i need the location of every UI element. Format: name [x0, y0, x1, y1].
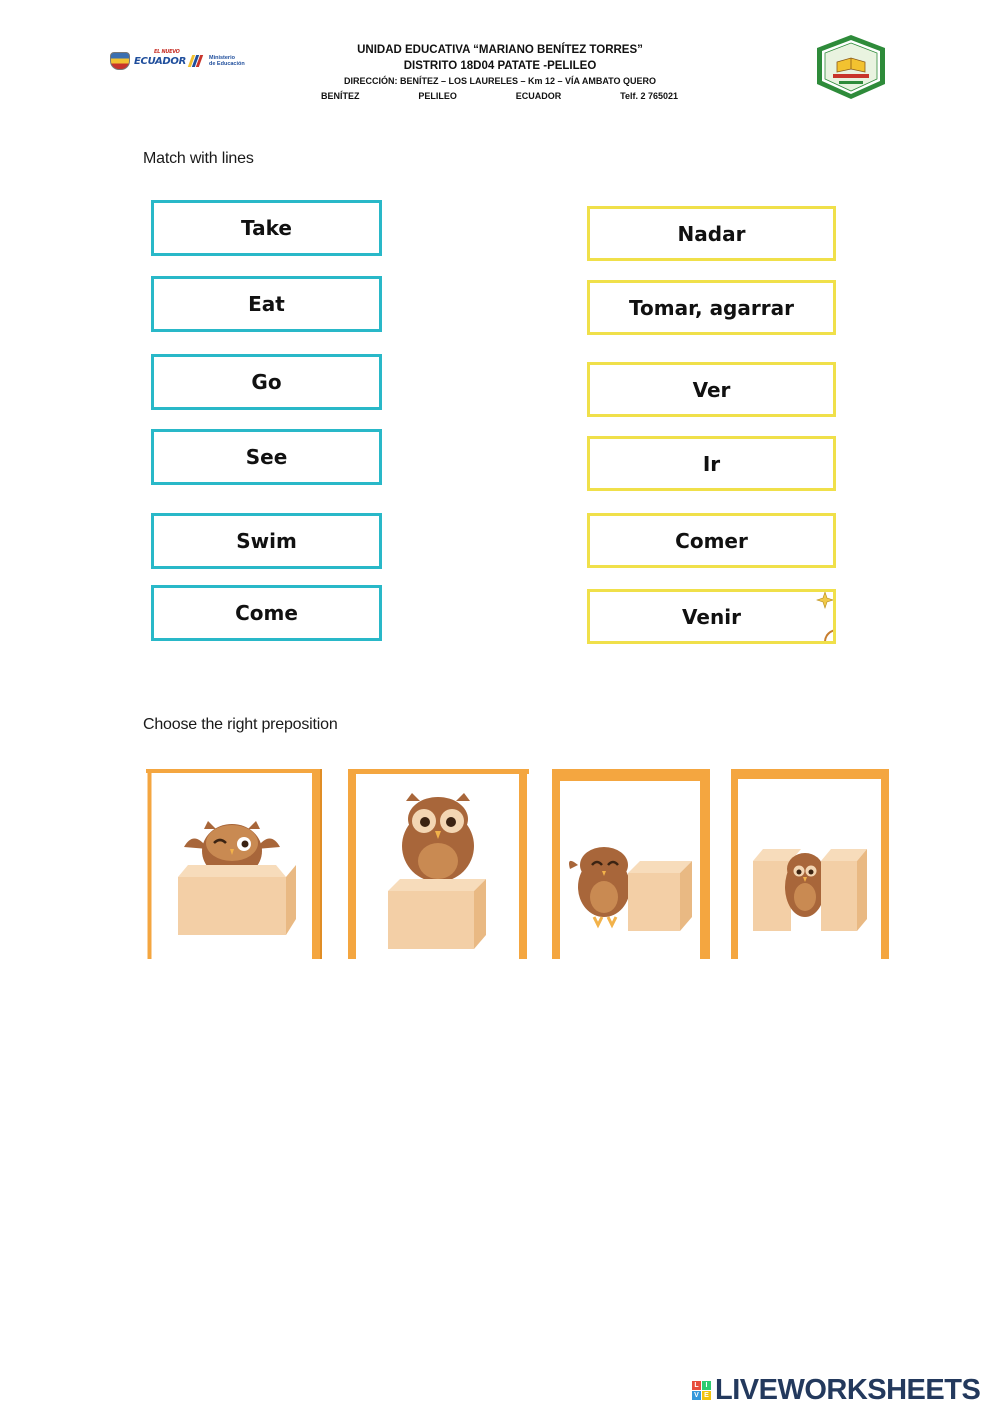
ecuador-crest-icon — [110, 52, 130, 70]
owl-in-box-picture — [146, 769, 322, 959]
owl-between-boxes-picture — [731, 769, 889, 959]
english-word-swim[interactable]: Swim — [151, 513, 382, 569]
sparkle-icon — [815, 590, 835, 644]
spanish-word-comer[interactable]: Comer — [587, 513, 836, 568]
spanish-word-nadar[interactable]: Nadar — [587, 206, 836, 261]
liveworksheets-logo — [692, 1374, 980, 1406]
english-word-take[interactable]: Take — [151, 200, 382, 256]
preposition-section-title: Choose the right preposition — [143, 716, 338, 733]
school-contact: BENÍTEZ PELILEO ECUADOR Telf. 2 765021 — [321, 91, 678, 101]
english-word-eat[interactable]: Eat — [151, 276, 382, 332]
preposition-card-1[interactable] — [146, 769, 322, 959]
liveworksheets-wordmark: LIVEWORKSHEETS — [715, 1373, 981, 1406]
english-word-see[interactable]: See — [151, 429, 382, 485]
spanish-word-venir[interactable]: Venir — [587, 589, 836, 644]
school-address: DIRECCIÓN: BENÍTEZ – LOS LAURELES – Km 12 – VÍA AMBATO QUERO — [343, 76, 657, 86]
owl-on-box-picture — [348, 769, 529, 959]
school-shield-icon — [815, 34, 887, 100]
english-word-come[interactable]: Come — [151, 585, 382, 641]
flag-stripes-icon — [188, 55, 203, 67]
preposition-card-2[interactable] — [348, 769, 529, 959]
spanish-word-ir[interactable]: Ir — [587, 436, 836, 491]
ecuador-brand: EL NUEVO ECUADOR — [134, 48, 186, 67]
liveworksheets-grid-icon: L I V E — [692, 1381, 711, 1400]
preposition-card-4[interactable] — [731, 769, 889, 959]
ministry-label: Ministerio de Educación — [208, 55, 245, 67]
english-word-go[interactable]: Go — [151, 354, 382, 410]
school-header — [300, 42, 700, 103]
owl-next-to-box-picture — [552, 769, 710, 959]
match-section-title: Match with lines — [143, 150, 254, 167]
preposition-card-3[interactable] — [552, 769, 710, 959]
spanish-word-ver[interactable]: Ver — [587, 362, 836, 417]
school-district: DISTRITO 18D04 PATATE -PELILEO — [403, 60, 597, 72]
school-name: UNIDAD EDUCATIVA “MARIANO BENÍTEZ TORRES” — [357, 44, 643, 56]
ministry-logo — [110, 50, 250, 72]
spanish-word-tomar[interactable]: Tomar, agarrar — [587, 280, 836, 335]
